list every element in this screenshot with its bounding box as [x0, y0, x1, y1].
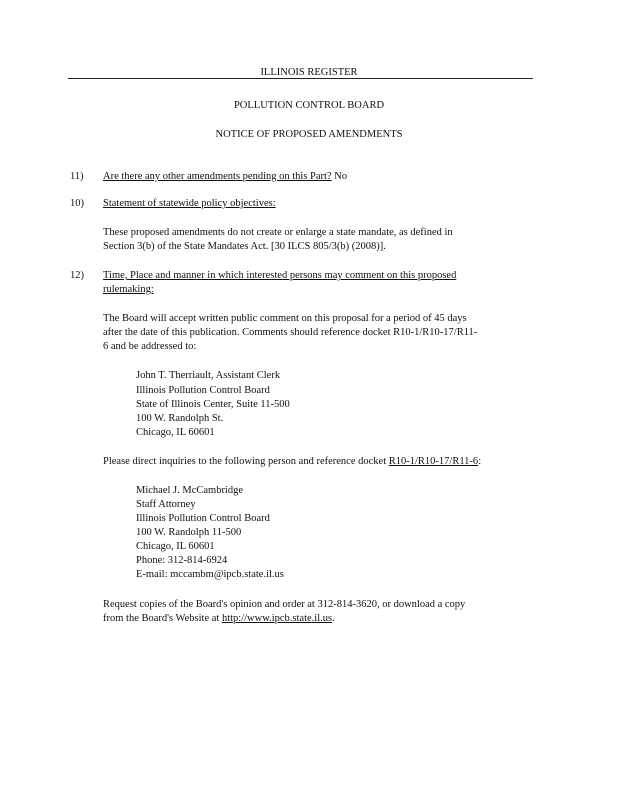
item-answer: No	[334, 171, 348, 182]
closing-line: Request copies of the Board's opinion and order at 312-814-3620, or download a copy	[103, 599, 466, 610]
paragraph-line: Section 3(b) of the State Mandates Act. [30 ILCS 805/3(b) (2008)].	[103, 241, 386, 252]
address-line: Chicago, IL 60601	[136, 427, 215, 438]
address-line: Phone: 312-814-6924	[136, 555, 228, 566]
address-line: 100 W. Randolph 11-500	[136, 527, 242, 538]
address-line: 100 W. Randolph St.	[136, 413, 224, 424]
address-line: John T. Therriault, Assistant Clerk	[136, 370, 281, 381]
item-question	[103, 170, 347, 183]
address-line: Michael J. McCambridge	[136, 485, 244, 496]
inquiries-line	[103, 455, 481, 468]
closing-text: from the Board's Website at	[103, 613, 222, 624]
address-line: State of Illinois Center, Suite 11-500	[136, 399, 290, 410]
inquiries-end: :	[478, 456, 482, 467]
item-title: Statement of statewide policy objectives:	[103, 198, 276, 209]
item-number: 12)	[70, 270, 84, 281]
paragraph-line: 6 and be addressed to:	[103, 341, 197, 352]
address-line: Staff Attorney	[136, 499, 196, 510]
item-number: 11)	[70, 171, 84, 182]
register-title: ILLINOIS REGISTER	[260, 67, 358, 78]
item-title: rulemaking:	[103, 284, 154, 295]
closing-line	[103, 612, 335, 625]
address-line: Illinois Pollution Control Board	[136, 385, 270, 396]
paragraph-line: These proposed amendments do not create or enlarge a state mandate, as defined in	[103, 227, 453, 238]
item-title: Are there any other amendments pending on this Part?	[103, 171, 332, 182]
closing-end: .	[332, 613, 335, 624]
address-line: Chicago, IL 60601	[136, 541, 215, 552]
board-website-link[interactable]: http://www.ipcb.state.il.us	[221, 613, 333, 624]
notice-title: NOTICE OF PROPOSED AMENDMENTS	[215, 129, 403, 140]
inquiries-text: Please direct inquiries to the following person and reference docket	[103, 456, 389, 467]
paragraph-line: The Board will accept written public comment on this proposal for a period of 45 days	[103, 313, 467, 324]
header-rule	[68, 78, 533, 79]
item-title: Time, Place and manner in which interested persons may comment on this proposed	[103, 270, 457, 281]
address-line: E-mail: mccambm@ipcb.state.il.us	[136, 569, 284, 580]
docket-number: R10-1/R10-17/R11-6	[388, 456, 479, 467]
paragraph-line: after the date of this publication. Comments should reference docket R10-1/R10-17/R11-	[103, 327, 478, 338]
item-number: 10)	[70, 198, 84, 209]
board-title: POLLUTION CONTROL BOARD	[233, 100, 385, 111]
address-line: Illinois Pollution Control Board	[136, 513, 270, 524]
